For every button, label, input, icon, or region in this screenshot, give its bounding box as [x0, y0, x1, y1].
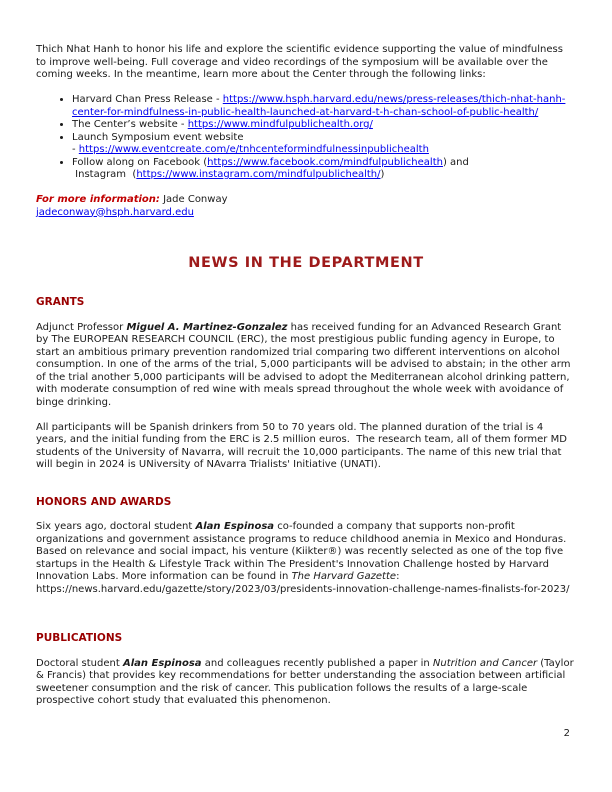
links-list — [36, 94, 576, 182]
contact-info-label: For more information: — [36, 194, 160, 205]
grants-paragraph-1 — [36, 322, 576, 410]
text-run: Miguel A. Martinez-Gonzalez — [126, 321, 288, 333]
intro-paragraph — [36, 44, 576, 82]
hyperlink[interactable]: https://www.facebook.com/mindfulpublichealth — [207, 156, 443, 168]
text-run: All participants will be Spanish drinkers from 50 to 70 years old. The planned duration of the trial is 4 years, and the initial funding from the ERC is 2.5 million euros. The research team, all of them former MD students of the University of Navarra, will recruit the 10,000 participants. The name of this new trial that will begin in 2024 is UNiversity of NAvarra Trialists' Initiative (UNATI). — [36, 421, 567, 470]
text-run: Alan Espinosa — [122, 657, 202, 669]
section-publications — [36, 632, 576, 708]
hyperlink[interactable]: https://www.instagram.com/mindfulpublichealth/ — [136, 169, 381, 180]
link-item-center-website — [72, 119, 576, 132]
text-run: Six years ago, doctoral student — [36, 521, 196, 532]
text-run: : https://news.harvard.edu/gazette/story/2023/03/presidents-innovation-challenge-names-finalists-for-2023/ — [36, 571, 570, 595]
text-run: Launch Symposium event website — [72, 131, 244, 143]
section-title-grants: GRANTS — [36, 296, 85, 308]
grants-paragraph-2 — [36, 422, 576, 472]
hyperlink[interactable]: https://www.hsph.harvard.edu/news/press-releases/thich-nhat-hanh-center-for-mindfulness-in-public-health-launched-at-harvard-t-h-chan-school-of-public-health/ — [72, 94, 566, 118]
contact-block — [36, 194, 576, 219]
publications-paragraph — [36, 658, 576, 708]
text-run: has received funding for an Advanced Research Grant by The EUROPEAN RESEARCH COUNCIL (ERC), the most prestigious public funding agency in Europe, to start an ambitious primary prevention randomized trial comparing two different interventions on alcohol consumption. In one of the arms of the trial, 5,000 participants will be advised to abstain; in the other arm of the trial another 5,000 participants will be advised to adopt the Mediterranean alcohol drinking pattern, with moderate consumption of red wine with meals spread throughout the whole week with avoidance of binge drinking. — [36, 321, 571, 408]
link-item-symposium-website — [72, 132, 576, 157]
text-run: ) — [380, 169, 385, 180]
text-run: Adjunct Professor — [36, 321, 127, 333]
contact-name: Jade Conway — [163, 194, 228, 205]
text-run: (Taylor & Francis) that provides key recommendations for better understanding the association between artificial sweetener consumption and the risk of cancer. This publication follows the results of a large-scale prospective cohort study that evaluated this phenomenon. — [36, 657, 574, 706]
section-grants — [36, 296, 576, 472]
text-run: Harvard Chan Press Release - — [72, 94, 223, 105]
honors-paragraph — [36, 521, 576, 596]
text-run: Doctoral student — [36, 657, 123, 669]
text-run: Instagram ( — [72, 169, 137, 180]
text-run: - — [72, 144, 79, 155]
text-run: The Harvard Gazette — [291, 571, 397, 582]
text-run: Thich Nhat Hanh to honor his life and explore the scientific evidence supporting the value of mindfulness to improve well-being. Full coverage and video recordings of the symposium will be available over the coming weeks. In the meantime, learn more about the Center through the following links: — [36, 44, 563, 80]
news-department-heading: NEWS IN THE DEPARTMENT — [188, 255, 424, 271]
section-title-honors: HONORS AND AWARDS — [36, 495, 172, 508]
text-run: co-founded a company that supports non-profit organizations and government assistance programs to reduce childhood anemia in Mexico and Honduras. Based on relevance and social impact, his venture (Kiikter®) was recently selected as one of the top five startups in the Health & Lifestyle Track within The President's Innovation Challenge hosted by Harvard Innovation Labs. More information can be found in — [36, 521, 567, 582]
text-run: and colleagues recently published a paper in — [201, 657, 433, 669]
text-run: Follow along on Facebook ( — [72, 156, 208, 168]
text-run: ) and — [442, 156, 469, 168]
hyperlink[interactable]: https://www.mindfulpublichealth.org/ — [187, 119, 373, 130]
hyperlink[interactable]: https://www.eventcreate.com/e/tnhcenteformindfulnessinpublichealth — [78, 144, 429, 155]
section-title-publications: PUBLICATIONS — [36, 632, 123, 644]
text-run: Nutrition and Cancer — [432, 657, 538, 669]
link-item-press-release — [72, 94, 576, 119]
page-number: 2 — [563, 728, 570, 739]
link-item-social-media — [72, 157, 576, 182]
text-run: The Center’s website - — [72, 119, 188, 130]
text-run: Alan Espinosa — [195, 521, 275, 532]
contact-email-link[interactable]: jadeconway@hsph.harvard.edu — [36, 206, 194, 218]
section-honors-and-awards — [36, 496, 576, 597]
